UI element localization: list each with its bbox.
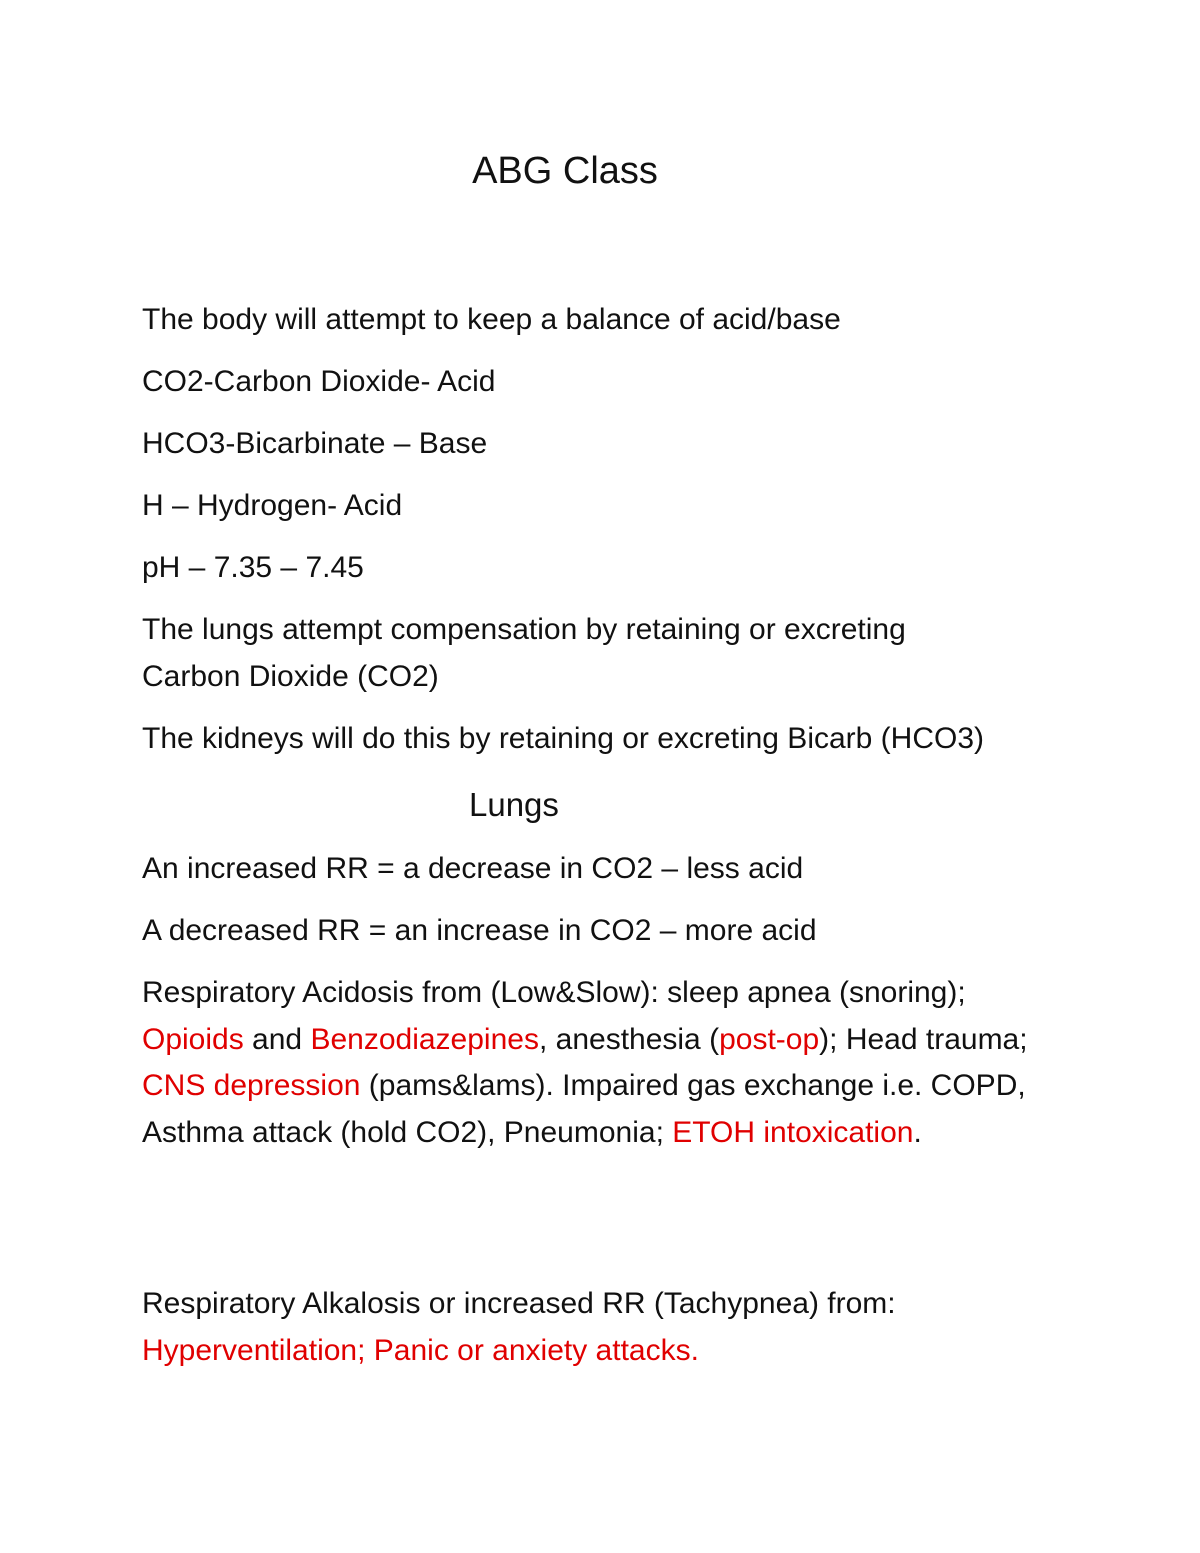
rr-increase-line: An increased RR = a decrease in CO2 – less acid <box>142 852 804 885</box>
alkalosis-line-1: Respiratory Alkalosis or increased RR (Tachypnea) from: <box>142 1287 896 1320</box>
rr-decrease-line: A decreased RR = an increase in CO2 – more acid <box>142 914 817 947</box>
etoh-intoxication-highlight: ETOH intoxication <box>672 1115 914 1149</box>
kidneys-compensation-line: The kidneys will do this by retaining or excreting Bicarb (HCO3) <box>142 722 985 755</box>
lungs-heading: Lungs <box>469 786 559 823</box>
opioids-highlight: Opioids <box>142 1022 244 1056</box>
document-title: ABG Class <box>472 150 658 192</box>
intro-line-hydrogen: H – Hydrogen- Acid <box>142 489 403 522</box>
intro-line-hco3: HCO3-Bicarbinate – Base <box>142 427 488 460</box>
alkalosis-causes-highlight: Hyperventilation; Panic or anxiety attacks. <box>142 1334 699 1367</box>
post-op-highlight: post-op <box>719 1022 820 1056</box>
acidosis-text-3: , anesthesia ( <box>538 1022 720 1056</box>
cns-depression-highlight: CNS depression <box>142 1069 361 1102</box>
intro-line-co2: CO2-Carbon Dioxide- Acid <box>142 365 496 398</box>
benzodiazepines-highlight: Benzodiazepines <box>310 1022 539 1056</box>
intro-line-balance: The body will attempt to keep a balance of acid/base <box>142 303 841 336</box>
intro-line-ph: pH – 7.35 – 7.45 <box>142 551 364 584</box>
acidosis-paragraph <box>142 970 1052 1156</box>
acidosis-text-1: Respiratory Acidosis from (Low&Slow): sleep apnea (snoring); <box>142 976 966 1009</box>
acidosis-text-6: . <box>913 1115 922 1149</box>
lungs-compensation-line-2: Carbon Dioxide (CO2) <box>142 660 439 693</box>
lungs-compensation-line-1: The lungs attempt compensation by retaining or excreting <box>142 613 906 646</box>
acidosis-text-2: and <box>243 1022 311 1056</box>
acidosis-text-5: (pams&lams). Impaired gas exchange i.e. COPD, Asthma attack (hold CO2), Pneumonia; <box>142 1069 1026 1149</box>
acidosis-text-4: ); Head trauma; <box>819 1022 1028 1056</box>
